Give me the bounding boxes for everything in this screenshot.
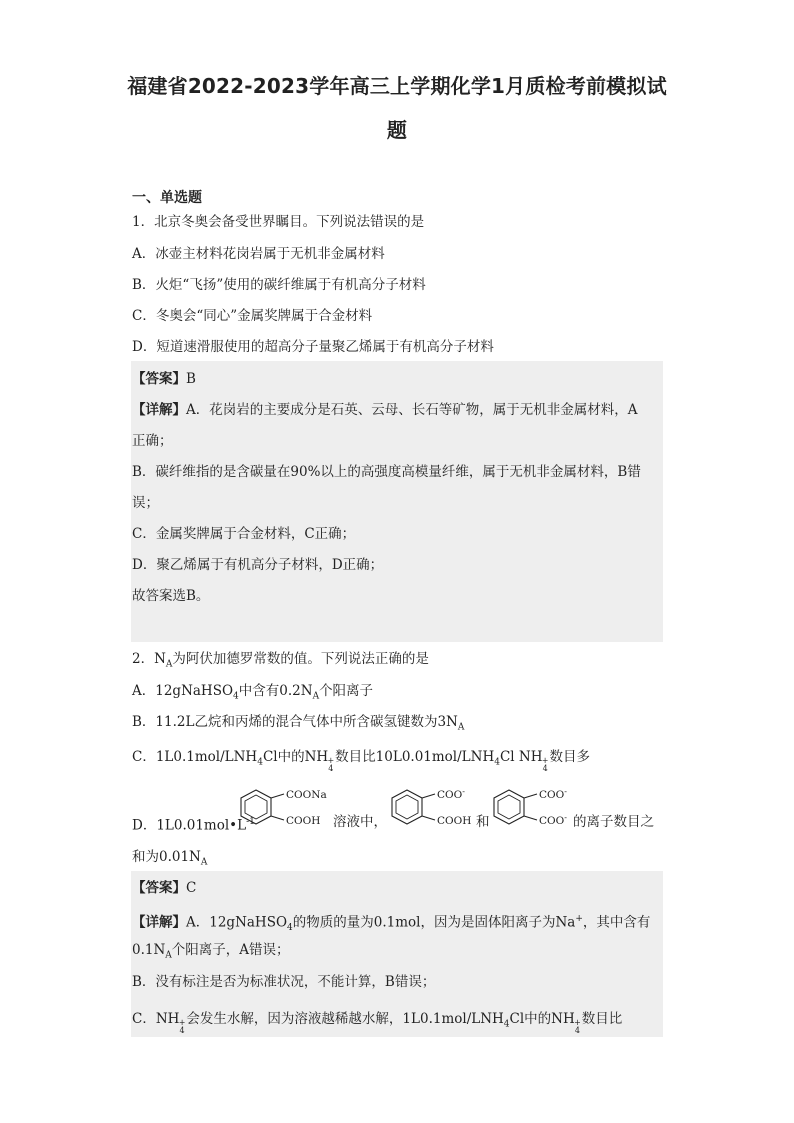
q2-detail-a (132, 910, 650, 937)
stem-text: 2．N (132, 651, 166, 667)
q1-detail-a (132, 401, 638, 419)
subscript: 4 (233, 691, 239, 702)
detail-label: 【详解】 (132, 914, 186, 931)
text: B．11.2L乙烷和丙烯的混合气体中所含碳氢键数为3N (132, 714, 458, 730)
superscript: -1 (246, 817, 255, 827)
structure-monosodium-phthalate (236, 786, 332, 836)
q2-option-b (132, 713, 464, 737)
q2-option-c (132, 748, 590, 772)
answer-value: B (186, 371, 196, 387)
ring-inner (498, 795, 520, 819)
text: 中含有0.2N (238, 683, 313, 699)
detail-label: 【详解】 (132, 402, 186, 418)
answer-value: C (186, 880, 197, 896)
group-bottom: COO- (539, 813, 567, 827)
structure-phthalate (489, 786, 575, 836)
bond (271, 794, 284, 798)
q2-option-d-cont (132, 848, 207, 872)
subscript: A (200, 857, 208, 868)
subscript: A (165, 659, 173, 670)
structure-hydrogen-phthalate (387, 786, 479, 836)
charge-plus: + (541, 756, 549, 765)
subscript: 4 (494, 757, 500, 768)
charge-sub: 4 (574, 1026, 580, 1035)
bond (422, 816, 435, 820)
document-title-line2: 题 (386, 118, 408, 142)
bond (422, 794, 435, 798)
text: 会发生水解，因为溶液越稀越水解，1L0.1mol/LNH (186, 1011, 504, 1027)
q2-detail-b: B．没有标注是否为标准状况，不能计算，B错误； (132, 974, 436, 990)
q1-detail-a-cont: 正确； (132, 433, 173, 449)
subscript: 4 (257, 757, 263, 768)
group-bottom: COOH (437, 815, 472, 827)
q2-option-d-post: 的离子数目之 (573, 814, 654, 830)
q1-answer (132, 370, 196, 388)
group-bottom: COOH (286, 815, 321, 827)
q2-option-d-mid2: 和 (476, 814, 490, 830)
charge-plus: + (327, 756, 335, 765)
text: A．12gNaHSO (186, 914, 288, 931)
charge-sub: 4 (542, 764, 548, 773)
stem-text: 为阿伏加德罗常数的值。下列说法正确的是 (172, 651, 429, 667)
text: 个阳离子 (319, 683, 374, 699)
bond (524, 794, 537, 798)
q2-answer (132, 879, 196, 897)
q1-stem: 1．北京冬奥会备受世界瞩目。下列说法错误的是 (132, 214, 425, 230)
group-top: COONa (286, 789, 327, 801)
q1-option-d: D．短道速滑服使用的超高分子量聚乙烯属于有机高分子材料 (132, 339, 494, 355)
q2-stem (132, 650, 429, 674)
bond (524, 816, 537, 820)
benzene-ring-svg (236, 786, 332, 832)
text: 的物质的量为0.1mol，因为是固体阳离子为Na (292, 914, 576, 931)
text: ，其中含有 (582, 914, 651, 931)
q1-detail-d: D．聚乙烯属于有机高分子材料，D正确； (132, 557, 384, 573)
subscript: A (457, 722, 465, 733)
charge-plus: + (178, 1018, 186, 1027)
text: Cl中的NH (509, 1011, 575, 1027)
text: 数目比10L0.01mol/LNH (335, 749, 495, 765)
charge-plus: + (574, 1018, 581, 1027)
q1-option-b: B．火炬“飞扬”使用的碳纤维属于有机高分子材料 (132, 277, 426, 293)
q1-option-a: A．冰壶主材料花岗岩属于无机非金属材料 (132, 246, 385, 262)
subscript: 4 (503, 1019, 510, 1030)
text: 个阳离子，A错误； (171, 942, 290, 958)
subscript: A (312, 691, 320, 702)
q2-detail-c (132, 1010, 622, 1034)
q1-detail-b: B．碳纤维指的是含碳量在90%以上的高强度高模量纤维，属于无机非金属材料，B错 (132, 464, 641, 480)
q2-option-d-mid1: 溶液中， (333, 814, 387, 830)
q1-detail-c: C．金属奖牌属于合金材料，C正确； (132, 526, 356, 542)
q1-option-c: C．冬奥会“同心”金属奖牌属于合金材料 (132, 308, 373, 324)
document-title-line1: 福建省2022-2023学年高三上学期化学1月质检考前模拟试 (127, 74, 667, 98)
group-top: COO- (539, 787, 567, 801)
text: C．NH (132, 1011, 180, 1027)
ring-inner (245, 795, 267, 819)
subscript: 4 (287, 923, 293, 934)
superscript: + (575, 914, 583, 924)
text: 和为0.01N (132, 849, 201, 865)
q2-option-a (132, 682, 373, 706)
text: Cl中的NH (262, 749, 329, 765)
text: 0.1N (132, 942, 166, 958)
text: A．12gNaHSO (132, 683, 234, 699)
bond (271, 816, 284, 820)
text: Cl NH (499, 749, 543, 765)
charge-sub: 4 (179, 1026, 185, 1035)
detail-text: A．花岗岩的主要成分是石英、云母、长石等矿物，属于无机非金属材料，A (186, 402, 638, 418)
text: 数目多 (549, 749, 590, 765)
text: D．1L0.01mol•L (132, 817, 247, 834)
charge-sub: 4 (328, 764, 334, 773)
group-top: COO- (437, 787, 465, 801)
subscript: A (165, 950, 172, 961)
benzene-ring-svg (489, 786, 575, 832)
ring-inner (396, 795, 418, 819)
q2-detail-a-cont (132, 941, 290, 965)
q1-conclusion: 故答案选B。 (132, 588, 210, 604)
answer-label: 【答案】 (132, 371, 186, 387)
text: 数目比 (581, 1011, 623, 1027)
benzene-ring-svg (387, 786, 479, 832)
q1-detail-b-cont: 误； (132, 495, 159, 511)
text: C．1L0.1mol/LNH (132, 749, 258, 765)
section-heading: 一、单选题 (132, 190, 202, 206)
answer-label: 【答案】 (132, 880, 186, 896)
